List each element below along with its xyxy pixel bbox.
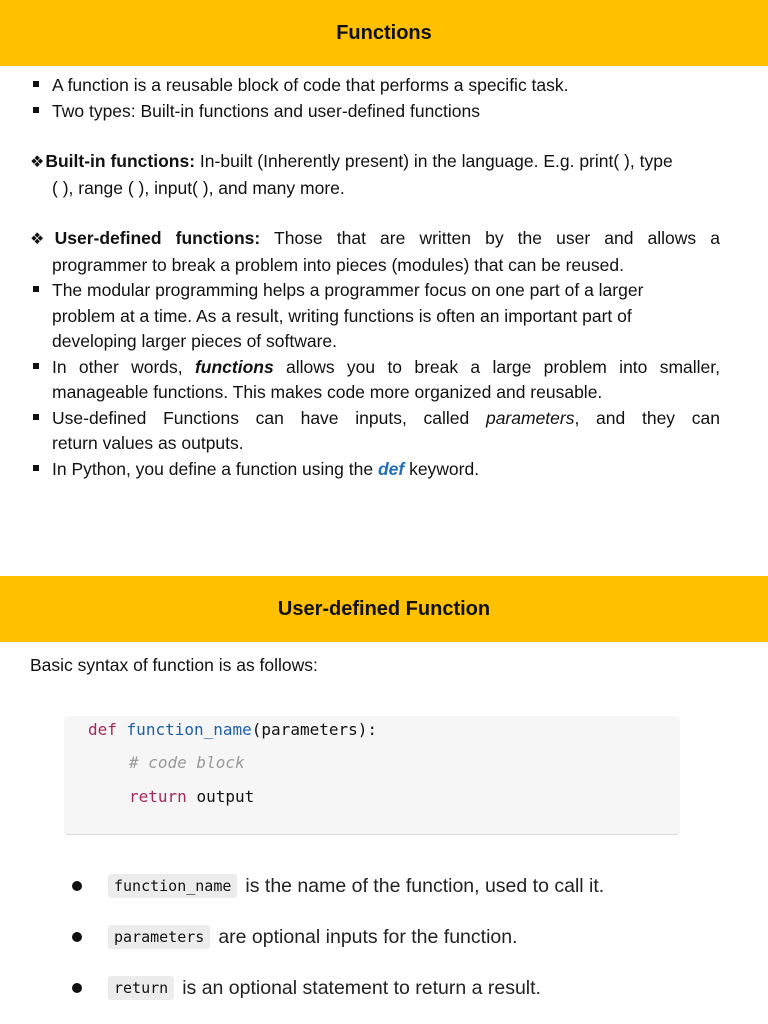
square-bullet-icon <box>33 107 39 113</box>
bullet-item: The modular programming helps a programmer focus on one part of a larger <box>30 278 720 304</box>
list-item: function_name is the name of the function, used to call it. <box>72 871 604 901</box>
bullet-item: A function is a reusable block of code that performs a specific task. <box>30 73 720 99</box>
square-bullet-icon <box>33 363 39 369</box>
bullet-item: Use-defined Functions can have inputs, called parameters, and they can <box>30 406 720 432</box>
functions-content: A function is a reusable block of code that performs a specific task. Two types: Built-in functions and user-defined functions ❖Built-in functions: In-built (Inherently present) in the language. E.g. print( ), type ( ), range ( ), input( ), and many more. ❖User-defined functions: Those that are written by the user and allows a programmer to break a problem into pieces (modules) that can be reused. The modular programming helps a programmer focus on one part of a larger problem at a time. As a result, writing functions is often an important part of developing larger pieces of software. In other words, functions allows you to break a large problem into smaller, manageable functions. This makes code more organized and reusable. Use-defined Functions can have inputs, called parameters, and they can return values as outputs. In Python, you define a function using the def keyword. <box>30 73 720 482</box>
slide-title: User-defined Function <box>277 597 491 620</box>
diamond-bullet-icon: ❖ <box>30 154 45 171</box>
square-bullet-icon <box>33 465 39 471</box>
square-bullet-icon <box>33 81 39 87</box>
userdef-paragraph: ❖User-defined functions: Those that are written by the user and allows a <box>30 228 721 248</box>
header-bar-functions <box>0 0 768 66</box>
list-item: return is an optional statement to return a result. <box>72 973 541 1003</box>
inline-code: parameters <box>108 925 210 949</box>
diamond-bullet-icon: ❖ <box>30 231 54 248</box>
header-bar-user-defined <box>0 576 768 642</box>
code-line: def function_name(parameters): <box>88 720 378 739</box>
inline-code: function_name <box>108 874 237 898</box>
bullet-item: In other words, functions allows you to break a large problem into smaller, <box>30 355 720 381</box>
bullet-dot-icon <box>72 983 82 993</box>
square-bullet-icon <box>33 414 39 420</box>
code-block <box>64 716 680 835</box>
bullet-item: Two types: Built-in functions and user-defined functions <box>30 99 720 125</box>
list-item: parameters are optional inputs for the function. <box>72 922 518 952</box>
bullet-dot-icon <box>72 932 82 942</box>
code-line: return output <box>129 787 255 806</box>
syntax-intro: Basic syntax of function is as follows: <box>30 655 318 675</box>
bullet-item: In Python, you define a function using the def keyword. <box>30 457 720 483</box>
def-keyword: def <box>377 458 405 479</box>
square-bullet-icon <box>33 286 39 292</box>
code-line: # code block <box>129 753 245 772</box>
inline-code: return <box>108 976 174 1000</box>
builtin-paragraph: ❖Built-in functions: In-built (Inherently present) in the language. E.g. print( ), type <box>30 151 673 171</box>
slide-title: Functions <box>336 21 432 44</box>
bullet-dot-icon <box>72 881 82 891</box>
